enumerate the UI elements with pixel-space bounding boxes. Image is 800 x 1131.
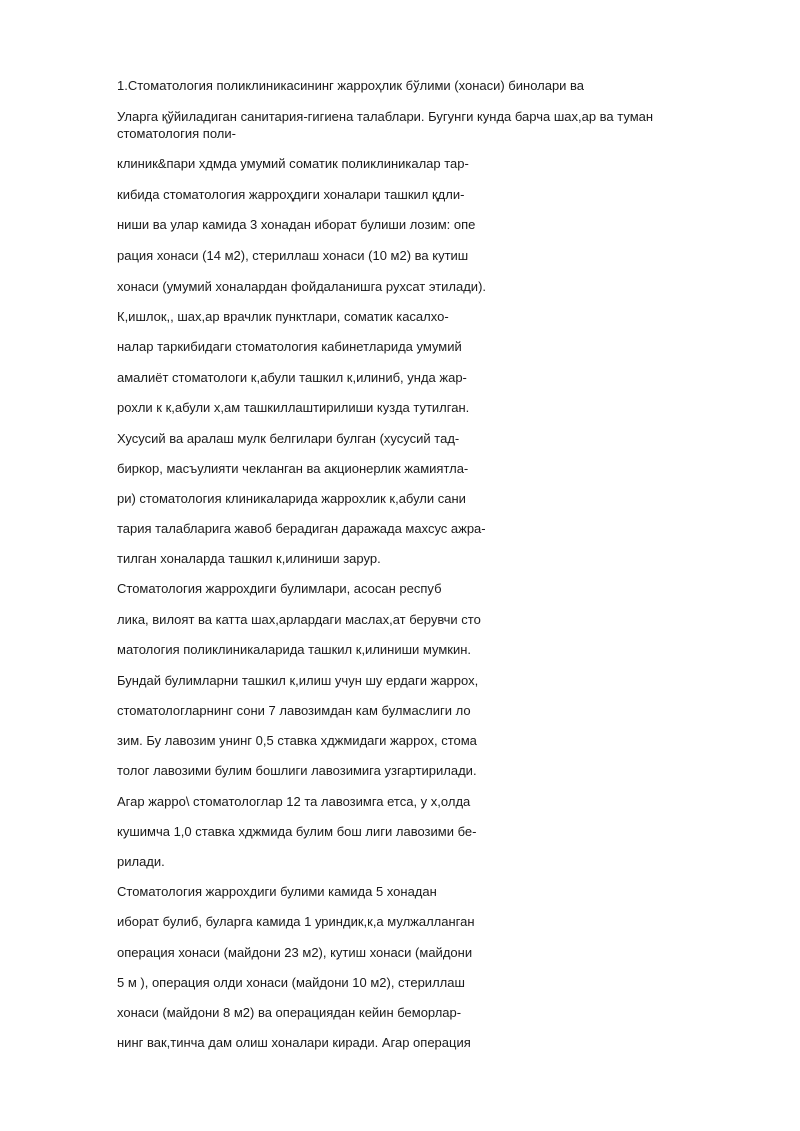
text-line: амалиёт стоматологи к,абули ташкил к,илиниб, унда жар- xyxy=(117,370,467,385)
text-line: 5 м ), операция олди хонаси (майдони 10 м2), стериллаш xyxy=(117,975,465,990)
text-line: нинг вак,тинча дам олиш хоналари киради. Агар операция xyxy=(117,1035,471,1050)
text-line: рилади. xyxy=(117,854,165,869)
text-line: матология поликлиникаларида ташкил к,илиниши мумкин. xyxy=(117,642,472,657)
text-line: рохли к к,абули х,ам ташкиллаштирилиши кузда тутилган. xyxy=(117,400,470,415)
text-line: Стоматология жаррохдиги булими камида 5 хонадан xyxy=(117,884,437,899)
text-line: тилган хоналарда ташкил к,илиниши зарур. xyxy=(117,551,381,566)
text-line: Бундай булимларни ташкил к,илиш учун шу ердаги жаррох, xyxy=(117,673,479,688)
text-line: Агар жарро\ стоматологлар 12 та лавозимга етса, у х,олда xyxy=(117,794,471,809)
text-line: налар таркибидаги стоматология кабинетларида умумий xyxy=(117,339,462,354)
text-line: лика, вилоят ва катта шах,арлардаги маслах,ат берувчи сто xyxy=(117,612,481,627)
text-line: К,ишлок,, шах,ар врачлик пунктлари, соматик касалхо- xyxy=(117,309,449,324)
text-line: иборат булиб, буларга камида 1 уриндик,к,а мулжалланган xyxy=(117,914,475,929)
text-line: биркор, масъулияти чекланган ва акционерлик жамиятла- xyxy=(117,461,469,476)
text-line: толог лавозими булим бошлиги лавозимига узгартирилади. xyxy=(117,763,477,778)
text-line: кибида стоматология жарроҳдиги хоналари ташкил қдли- xyxy=(117,187,465,202)
heading-line: 1.Стоматология поликлиникасининг жарроҳлик бўлими (хонаси) бинолари ва xyxy=(117,78,585,93)
text-line: ри) стоматология клиникаларида жаррохлик к,абули сани xyxy=(117,491,466,506)
text-line: Уларга қўйиладиган санитария-гигиена талаблари. Бугунги кунда барча шах,ар ва туман стоматология поли- xyxy=(117,109,654,141)
text-line: тария талабларига жавоб берадиган даражада махсус ажра- xyxy=(117,521,486,536)
text-line: хонаси (умумий хоналардан фойдаланишга рухсат этилади). xyxy=(117,279,487,294)
text-line: Стоматология жаррохдиги булимлари, асосан респуб xyxy=(117,581,442,596)
text-line: клиник&пари хдмда умумий соматик поликлиникалар тар- xyxy=(117,156,469,171)
text-line: зим. Бу лавозим унинг 0,5 ставка хджмидаги жаррох, стома xyxy=(117,733,477,748)
text-line: кушимча 1,0 ставка хджмида булим бош лиги лавозими бе- xyxy=(117,824,477,839)
text-line: операция хонаси (майдони 23 м2), кутиш хонаси (майдони xyxy=(117,945,473,960)
text-line: хонаси (майдони 8 м2) ва операциядан кейин беморлар- xyxy=(117,1005,462,1020)
text-line: ниши ва улар камида 3 хонадан иборат булиши лозим: опе xyxy=(117,217,476,232)
text-line: Хусусий ва аралаш мулк белгилари булган (хусусий тад- xyxy=(117,431,460,446)
text-line: стоматологларнинг сони 7 лавозимдан кам булмаслиги ло xyxy=(117,703,471,718)
text-line: рация хонаси (14 м2), стериллаш хонаси (10 м2) ва кутиш xyxy=(117,248,469,263)
